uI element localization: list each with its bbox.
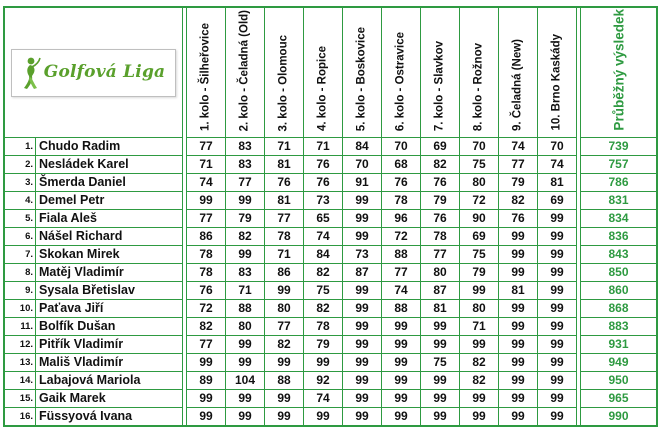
score-cell: 99 — [343, 318, 382, 336]
rank-cell: 1. — [4, 138, 36, 156]
total-header: Průběžný výsledek — [611, 9, 626, 131]
total-cell: 860 — [581, 282, 658, 300]
column-header: 3. kolo - Olomouc — [277, 34, 290, 131]
score-cell: 99 — [421, 318, 460, 336]
total-cell: 834 — [581, 210, 658, 228]
score-cell: 99 — [421, 336, 460, 354]
score-cell: 99 — [538, 246, 577, 264]
score-cell: 77 — [226, 174, 265, 192]
total-cell: 931 — [581, 336, 658, 354]
score-cell: 81 — [265, 192, 304, 210]
score-cell: 72 — [460, 192, 499, 210]
header-row — [4, 7, 657, 138]
column-header: 9. Čeladná (New) — [511, 38, 524, 131]
score-cell: 99 — [538, 336, 577, 354]
score-cell: 83 — [226, 264, 265, 282]
score-cell: 77 — [187, 138, 226, 156]
score-cell: 104 — [226, 372, 265, 390]
score-cell: 81 — [421, 300, 460, 318]
score-cell: 99 — [499, 246, 538, 264]
score-cell: 99 — [382, 390, 421, 408]
score-cell: 99 — [304, 354, 343, 372]
player-name: Skokan Mirek — [36, 246, 183, 264]
score-cell: 74 — [187, 174, 226, 192]
score-cell: 74 — [304, 228, 343, 246]
score-cell: 99 — [538, 300, 577, 318]
score-cell: 70 — [382, 138, 421, 156]
score-cell: 99 — [421, 372, 460, 390]
score-cell: 79 — [226, 210, 265, 228]
score-cell: 82 — [226, 228, 265, 246]
rank-cell: 11. — [4, 318, 36, 336]
score-cell: 79 — [421, 192, 460, 210]
score-cell: 74 — [499, 138, 538, 156]
score-cell: 99 — [226, 408, 265, 427]
score-cell: 99 — [226, 192, 265, 210]
score-cell: 77 — [265, 318, 304, 336]
rank-cell: 6. — [4, 228, 36, 246]
score-cell: 76 — [304, 174, 343, 192]
score-cell: 71 — [460, 318, 499, 336]
score-cell: 99 — [382, 372, 421, 390]
score-cell: 75 — [460, 156, 499, 174]
score-cell: 76 — [187, 282, 226, 300]
golfer-icon — [18, 56, 42, 90]
score-cell: 69 — [460, 228, 499, 246]
score-cell: 84 — [343, 138, 382, 156]
table-row — [4, 300, 657, 318]
score-cell: 99 — [538, 354, 577, 372]
score-cell: 76 — [499, 210, 538, 228]
player-name: Labajová Mariola — [36, 372, 183, 390]
player-name: Bolfík Dušan — [36, 318, 183, 336]
column-header: 1. kolo - Šilheřovice — [199, 22, 212, 131]
column-header: 4. kolo - Ropice — [316, 46, 329, 131]
score-cell: 99 — [460, 390, 499, 408]
player-name: Gaik Marek — [36, 390, 183, 408]
rank-cell: 9. — [4, 282, 36, 300]
total-cell: 831 — [581, 192, 658, 210]
score-cell: 75 — [460, 246, 499, 264]
score-cell: 99 — [421, 408, 460, 427]
rank-cell: 2. — [4, 156, 36, 174]
score-cell: 81 — [499, 282, 538, 300]
player-name: Sysala Břetislav — [36, 282, 183, 300]
score-cell: 82 — [421, 156, 460, 174]
rank-cell: 4. — [4, 192, 36, 210]
table-row — [4, 246, 657, 264]
score-cell: 77 — [187, 210, 226, 228]
rank-cell: 13. — [4, 354, 36, 372]
score-cell: 88 — [226, 300, 265, 318]
score-cell: 72 — [382, 228, 421, 246]
score-cell: 73 — [304, 192, 343, 210]
score-cell: 88 — [265, 372, 304, 390]
score-cell: 72 — [187, 300, 226, 318]
score-cell: 77 — [382, 264, 421, 282]
player-name: Pitřík Vladimír — [36, 336, 183, 354]
score-cell: 99 — [226, 246, 265, 264]
score-cell: 70 — [538, 138, 577, 156]
score-cell: 99 — [226, 354, 265, 372]
score-cell: 99 — [382, 408, 421, 427]
score-cell: 99 — [538, 390, 577, 408]
score-cell: 99 — [343, 390, 382, 408]
score-cell: 99 — [226, 336, 265, 354]
table-row — [4, 174, 657, 192]
score-cell: 99 — [343, 300, 382, 318]
score-cell: 99 — [343, 228, 382, 246]
rank-cell: 16. — [4, 408, 36, 427]
rank-cell: 3. — [4, 174, 36, 192]
score-cell: 80 — [460, 300, 499, 318]
rank-cell: 14. — [4, 372, 36, 390]
score-cell: 78 — [187, 264, 226, 282]
score-cell: 77 — [265, 210, 304, 228]
score-cell: 74 — [304, 390, 343, 408]
score-cell: 71 — [265, 246, 304, 264]
column-header: 6. kolo - Ostravice — [394, 31, 407, 131]
column-header: 5. kolo - Boskovice — [355, 26, 368, 131]
score-cell: 90 — [460, 210, 499, 228]
score-cell: 99 — [343, 336, 382, 354]
score-cell: 99 — [499, 264, 538, 282]
column-header: 2. kolo - Čeladná (Old) — [238, 9, 251, 131]
score-cell: 80 — [421, 264, 460, 282]
score-cell: 91 — [343, 174, 382, 192]
rank-cell: 7. — [4, 246, 36, 264]
table-row — [4, 354, 657, 372]
score-cell: 71 — [265, 138, 304, 156]
score-cell: 74 — [538, 156, 577, 174]
score-cell: 69 — [421, 138, 460, 156]
player-name: Fiala Aleš — [36, 210, 183, 228]
logo — [11, 49, 177, 97]
player-name: Matěj Vladimír — [36, 264, 183, 282]
score-cell: 74 — [382, 282, 421, 300]
total-cell: 739 — [581, 138, 658, 156]
score-cell: 88 — [382, 300, 421, 318]
score-cell: 99 — [226, 390, 265, 408]
score-cell: 71 — [187, 156, 226, 174]
score-cell: 78 — [304, 318, 343, 336]
score-cell: 92 — [304, 372, 343, 390]
total-cell: 965 — [581, 390, 658, 408]
score-cell: 81 — [265, 156, 304, 174]
score-cell: 99 — [499, 228, 538, 246]
score-cell: 78 — [187, 246, 226, 264]
rank-cell: 5. — [4, 210, 36, 228]
player-name: Šmerda Daniel — [36, 174, 183, 192]
score-cell: 99 — [343, 372, 382, 390]
score-cell: 75 — [304, 282, 343, 300]
score-cell: 87 — [343, 264, 382, 282]
total-cell: 949 — [581, 354, 658, 372]
score-cell: 76 — [421, 210, 460, 228]
score-cell: 79 — [304, 336, 343, 354]
score-cell: 82 — [187, 318, 226, 336]
score-cell: 83 — [226, 138, 265, 156]
score-cell: 99 — [538, 210, 577, 228]
table-row — [4, 156, 657, 174]
score-cell: 99 — [343, 192, 382, 210]
score-cell: 99 — [538, 318, 577, 336]
score-cell: 84 — [304, 246, 343, 264]
player-name: Füssyová Ivana — [36, 408, 183, 427]
score-cell: 68 — [382, 156, 421, 174]
score-cell: 99 — [265, 390, 304, 408]
total-cell: 757 — [581, 156, 658, 174]
score-cell: 86 — [265, 264, 304, 282]
score-cell: 78 — [265, 228, 304, 246]
total-cell: 883 — [581, 318, 658, 336]
score-cell: 99 — [343, 210, 382, 228]
score-cell: 99 — [499, 300, 538, 318]
column-header: 8. kolo - Rožnov — [472, 42, 485, 131]
score-cell: 78 — [421, 228, 460, 246]
score-cell: 99 — [499, 372, 538, 390]
score-cell: 99 — [499, 390, 538, 408]
score-cell: 99 — [265, 408, 304, 427]
score-cell: 82 — [304, 300, 343, 318]
score-cell: 99 — [187, 390, 226, 408]
score-cell: 99 — [343, 354, 382, 372]
score-cell: 77 — [187, 336, 226, 354]
table-row — [4, 138, 657, 156]
score-cell: 99 — [538, 372, 577, 390]
table-row — [4, 264, 657, 282]
score-cell: 76 — [304, 156, 343, 174]
score-cell: 76 — [421, 174, 460, 192]
score-cell: 99 — [499, 318, 538, 336]
score-cell: 99 — [460, 282, 499, 300]
player-name: Demel Petr — [36, 192, 183, 210]
standings-table — [3, 6, 658, 427]
score-cell: 99 — [499, 354, 538, 372]
rank-cell: 15. — [4, 390, 36, 408]
score-cell: 99 — [343, 282, 382, 300]
score-cell: 78 — [382, 192, 421, 210]
score-cell: 99 — [538, 228, 577, 246]
score-cell: 86 — [187, 228, 226, 246]
rank-cell: 8. — [4, 264, 36, 282]
score-cell: 88 — [382, 246, 421, 264]
player-name: Mališ Vladimír — [36, 354, 183, 372]
score-cell: 70 — [460, 138, 499, 156]
player-name: Chudo Radim — [36, 138, 183, 156]
score-cell: 99 — [460, 336, 499, 354]
score-cell: 99 — [538, 264, 577, 282]
total-cell: 990 — [581, 408, 658, 427]
table-row — [4, 192, 657, 210]
score-cell: 87 — [421, 282, 460, 300]
score-cell: 71 — [304, 138, 343, 156]
total-cell: 950 — [581, 372, 658, 390]
table-row — [4, 336, 657, 354]
score-cell: 99 — [343, 408, 382, 427]
score-cell: 71 — [226, 282, 265, 300]
score-cell: 73 — [343, 246, 382, 264]
table-row — [4, 282, 657, 300]
score-cell: 83 — [226, 156, 265, 174]
score-cell: 99 — [382, 354, 421, 372]
score-cell: 65 — [304, 210, 343, 228]
logo-text: Golfová Liga — [43, 62, 166, 82]
score-cell: 76 — [382, 174, 421, 192]
score-cell: 99 — [265, 354, 304, 372]
table-row — [4, 228, 657, 246]
score-cell: 99 — [538, 282, 577, 300]
table-row — [4, 408, 657, 427]
score-cell: 80 — [265, 300, 304, 318]
table-row — [4, 372, 657, 390]
total-cell: 850 — [581, 264, 658, 282]
score-cell: 99 — [499, 336, 538, 354]
score-cell: 79 — [499, 174, 538, 192]
score-cell: 82 — [460, 372, 499, 390]
score-cell: 79 — [460, 264, 499, 282]
player-name: Nesládek Karel — [36, 156, 183, 174]
score-cell: 77 — [421, 246, 460, 264]
table-row — [4, 390, 657, 408]
player-name: Nášel Richard — [36, 228, 183, 246]
table-row — [4, 318, 657, 336]
score-cell: 99 — [304, 408, 343, 427]
column-header: 7. kolo - Slavkov — [433, 40, 446, 131]
score-cell: 96 — [382, 210, 421, 228]
table-row — [4, 210, 657, 228]
score-cell: 77 — [499, 156, 538, 174]
score-cell: 99 — [382, 336, 421, 354]
total-cell: 786 — [581, 174, 658, 192]
score-cell: 82 — [499, 192, 538, 210]
score-cell: 80 — [460, 174, 499, 192]
player-name: Paťava Jiří — [36, 300, 183, 318]
score-cell: 99 — [187, 192, 226, 210]
score-cell: 99 — [187, 408, 226, 427]
score-cell: 69 — [538, 192, 577, 210]
score-cell: 99 — [499, 408, 538, 427]
rank-cell: 10. — [4, 300, 36, 318]
logo-cell — [4, 7, 183, 138]
score-cell: 82 — [304, 264, 343, 282]
score-cell: 80 — [226, 318, 265, 336]
score-cell: 76 — [265, 174, 304, 192]
column-header: 10. Brno Kaskády — [550, 34, 563, 131]
score-cell: 99 — [265, 282, 304, 300]
score-cell: 75 — [421, 354, 460, 372]
total-cell: 868 — [581, 300, 658, 318]
score-cell: 99 — [421, 390, 460, 408]
score-cell: 82 — [460, 354, 499, 372]
score-cell: 99 — [538, 408, 577, 427]
score-cell: 70 — [343, 156, 382, 174]
score-cell: 81 — [538, 174, 577, 192]
score-cell: 99 — [187, 354, 226, 372]
rank-cell: 12. — [4, 336, 36, 354]
score-cell: 82 — [265, 336, 304, 354]
score-cell: 99 — [382, 318, 421, 336]
score-cell: 89 — [187, 372, 226, 390]
total-cell: 843 — [581, 246, 658, 264]
score-cell: 99 — [460, 408, 499, 427]
total-cell: 836 — [581, 228, 658, 246]
